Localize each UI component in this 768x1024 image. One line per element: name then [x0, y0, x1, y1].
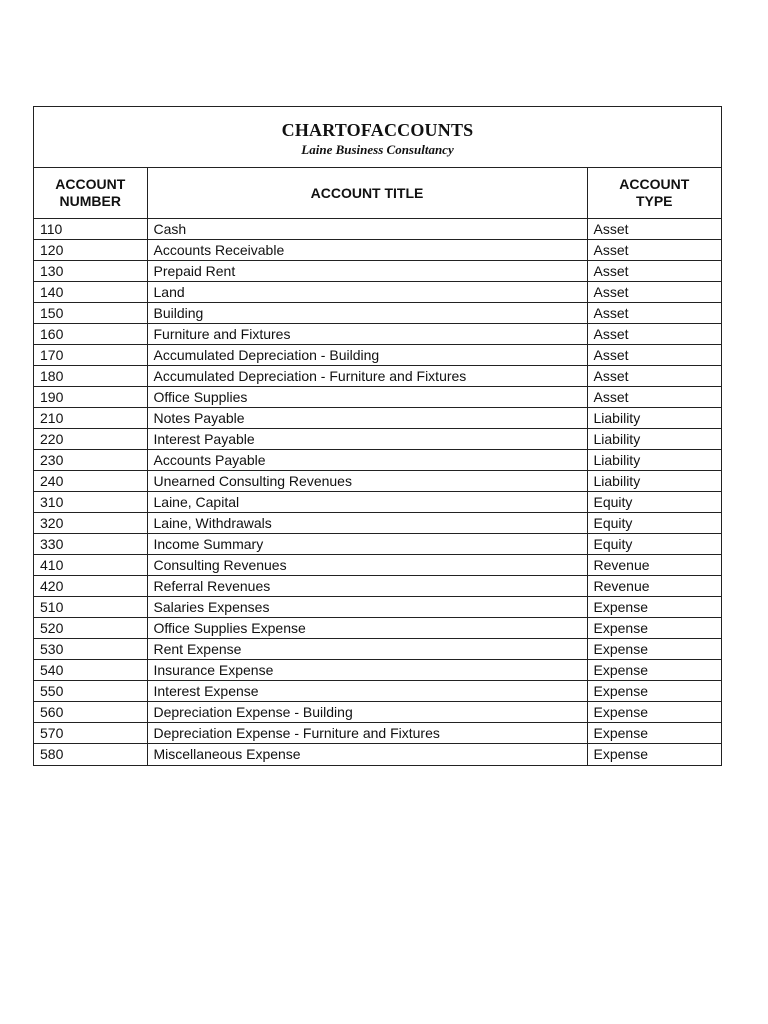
header-account-type [587, 168, 721, 219]
chart-of-accounts-sheet [33, 106, 722, 766]
header-row [34, 168, 721, 219]
account-number-cell: 540 [34, 660, 147, 681]
account-title-cell: Accumulated Depreciation - Furniture and Fixtures [147, 366, 587, 387]
table-row [34, 597, 721, 618]
account-number-cell: 140 [34, 282, 147, 303]
account-type-cell: Asset [587, 366, 721, 387]
table-row [34, 639, 721, 660]
table-row [34, 471, 721, 492]
account-title-cell: Referral Revenues [147, 576, 587, 597]
account-type-cell: Expense [587, 618, 721, 639]
table-row [34, 492, 721, 513]
account-type-cell: Asset [587, 345, 721, 366]
account-type-cell: Equity [587, 534, 721, 555]
account-number-cell: 120 [34, 240, 147, 261]
account-type-cell: Asset [587, 303, 721, 324]
table-row [34, 513, 721, 534]
table-row [34, 345, 721, 366]
account-title-cell: Interest Payable [147, 429, 587, 450]
account-number-cell: 520 [34, 618, 147, 639]
account-title-cell: Notes Payable [147, 408, 587, 429]
table-row [34, 534, 721, 555]
account-number-cell: 580 [34, 744, 147, 765]
account-type-cell: Liability [587, 408, 721, 429]
account-title-cell: Accounts Receivable [147, 240, 587, 261]
account-title-cell: Cash [147, 219, 587, 240]
account-type-cell: Asset [587, 282, 721, 303]
account-title-cell: Depreciation Expense - Building [147, 702, 587, 723]
header-account-type-line1: ACCOUNT [619, 176, 690, 192]
account-number-cell: 150 [34, 303, 147, 324]
account-number-cell: 180 [34, 366, 147, 387]
account-type-cell: Expense [587, 702, 721, 723]
account-title-cell: Accounts Payable [147, 450, 587, 471]
account-number-cell: 230 [34, 450, 147, 471]
account-type-cell: Revenue [587, 555, 721, 576]
accounts-table-body [34, 219, 721, 765]
table-row [34, 723, 721, 744]
account-title-cell: Rent Expense [147, 639, 587, 660]
table-row [34, 240, 721, 261]
account-number-cell: 510 [34, 597, 147, 618]
account-type-cell: Expense [593, 746, 648, 763]
account-title-cell: Income Summary [147, 534, 587, 555]
header-account-number-line2: NUMBER [59, 193, 121, 209]
account-number-cell: 330 [34, 534, 147, 555]
account-type-cell: Expense [587, 660, 721, 681]
table-row [34, 702, 721, 723]
account-number-cell: 570 [34, 723, 147, 744]
account-number-cell: 210 [34, 408, 147, 429]
account-number-cell: 130 [34, 261, 147, 282]
account-number-cell: 410 [34, 555, 147, 576]
account-type-cell: Liability [587, 429, 721, 450]
account-type-cell: Liability [587, 450, 721, 471]
header-account-title-text: ACCOUNT TITLE [310, 184, 424, 201]
account-number-cell: 420 [34, 576, 147, 597]
header-account-number-line1: ACCOUNT [55, 176, 126, 192]
account-type-cell: Revenue [587, 576, 721, 597]
account-title-cell: Unearned Consulting Revenues [147, 471, 587, 492]
account-number-cell: 190 [34, 387, 147, 408]
table-row [34, 681, 721, 702]
account-type-cell: Liability [587, 471, 721, 492]
table-row [34, 408, 721, 429]
account-title-cell: Land [147, 282, 587, 303]
account-type-cell: Expense [587, 681, 721, 702]
header-account-number [34, 168, 147, 219]
account-number-cell: 220 [34, 429, 147, 450]
table-row [34, 744, 721, 765]
table-row [34, 576, 721, 597]
table-row [34, 261, 721, 282]
account-type-cell: Asset [587, 387, 721, 408]
account-type-cell: Asset [587, 261, 721, 282]
account-type-cell: Equity [587, 513, 721, 534]
table-row [34, 387, 721, 408]
account-title-cell: Interest Expense [147, 681, 587, 702]
account-title-cell: Furniture and Fixtures [147, 324, 587, 345]
header-account-type-line2: TYPE [635, 193, 673, 209]
account-title-cell: Consulting Revenues [147, 555, 587, 576]
table-row [34, 366, 721, 387]
account-title-cell: Miscellaneous Expense [147, 744, 587, 765]
account-number-cell: 530 [34, 639, 147, 660]
account-number-cell: 310 [34, 492, 147, 513]
account-title-cell: Office Supplies Expense [147, 618, 587, 639]
account-type-cell: Expense [587, 723, 721, 744]
account-title-cell: Depreciation Expense - Furniture and Fixtures [147, 723, 587, 744]
account-number-cell: 240 [34, 471, 147, 492]
header-account-title [147, 168, 587, 219]
account-number-cell: 560 [34, 702, 147, 723]
table-row [34, 303, 721, 324]
table-row [34, 618, 721, 639]
table-row [34, 555, 721, 576]
account-type-cell: Expense [587, 639, 721, 660]
account-number-cell: 550 [34, 681, 147, 702]
table-row [34, 219, 721, 240]
account-title-cell: Accumulated Depreciation - Building [147, 345, 587, 366]
account-title-cell: Laine, Withdrawals [147, 513, 587, 534]
account-number-cell: 110 [34, 219, 147, 240]
account-type-cell: Asset [587, 324, 721, 345]
table-row [34, 660, 721, 681]
account-title-cell: Building [147, 303, 587, 324]
table-row [34, 324, 721, 345]
account-type-cell: Asset [587, 240, 721, 261]
document-title: CHARTOFACCOUNTS [281, 120, 474, 140]
table-row [34, 429, 721, 450]
account-type-cell: Equity [587, 492, 721, 513]
account-title-cell: Salaries Expenses [147, 597, 587, 618]
account-number-cell: 320 [34, 513, 147, 534]
account-number-cell: 170 [34, 345, 147, 366]
account-title-cell: Office Supplies [147, 387, 587, 408]
account-type-cell: Expense [587, 597, 721, 618]
account-number-cell: 160 [34, 324, 147, 345]
table-row [34, 282, 721, 303]
accounts-table [34, 168, 721, 765]
table-row [34, 450, 721, 471]
title-block [34, 107, 721, 168]
account-title-cell: Laine, Capital [147, 492, 587, 513]
account-type-cell: Asset [587, 219, 721, 240]
document-subtitle: Laine Business Consultancy [301, 142, 454, 157]
account-title-cell: Insurance Expense [147, 660, 587, 681]
account-title-cell: Prepaid Rent [147, 261, 587, 282]
